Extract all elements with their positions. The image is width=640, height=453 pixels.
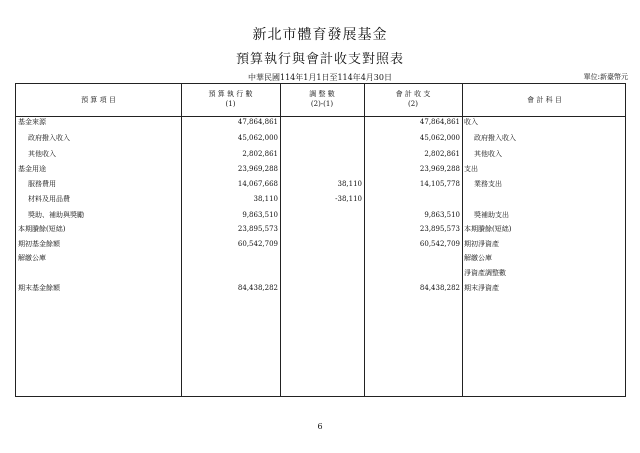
row-acct: 47,864,861 <box>419 118 460 126</box>
row-item: 期末基金餘額 <box>18 284 60 292</box>
row-acct: 45,062,000 <box>419 134 460 142</box>
row-adjust: -38,110 <box>335 195 362 203</box>
row-item: 其他收入 <box>28 150 56 158</box>
header-budget-no: (1) <box>225 100 236 108</box>
row-item: 政府撥入收入 <box>28 134 70 142</box>
page-number: 6 <box>317 422 323 431</box>
row-acct-item: 業務支出 <box>474 180 502 188</box>
header-accounting: 會 計 收 支 <box>395 90 431 98</box>
header-adjust: 調 整 數 <box>309 90 335 98</box>
row-acct: 60,542,709 <box>419 240 460 248</box>
row-acct: 14,105,778 <box>419 180 460 188</box>
row-acct-item: 獎補助支出 <box>474 211 509 219</box>
row-item: 解繳公庫 <box>18 254 46 262</box>
column-divider <box>280 84 281 396</box>
row-budget: 9,863,510 <box>242 211 278 219</box>
header-adjust-no: (2)-(1) <box>310 100 334 108</box>
row-budget: 38,110 <box>253 195 278 203</box>
row-acct: 9,863,510 <box>424 211 460 219</box>
row-budget: 45,062,000 <box>237 134 278 142</box>
row-budget: 60,542,709 <box>237 240 278 248</box>
row-acct: 84,438,282 <box>419 284 460 292</box>
row-acct-item: 收入 <box>464 118 478 126</box>
row-budget: 84,438,282 <box>237 284 278 292</box>
row-acct-item: 本期賸餘(短絀) <box>464 225 512 233</box>
row-acct: 23,895,573 <box>419 225 460 233</box>
report-subtitle: 預算執行與會計收支對照表 <box>235 52 404 67</box>
row-acct-item: 解繳公庫 <box>464 254 492 262</box>
row-budget: 2,802,861 <box>242 150 278 158</box>
currency-unit: 單位:新臺幣元 <box>583 73 628 81</box>
row-budget: 23,895,573 <box>237 225 278 233</box>
row-item: 基金用途 <box>18 165 46 173</box>
budget-accounting-table <box>15 83 626 397</box>
header-divider <box>16 116 625 117</box>
page-title: 新北市體育發展基金 <box>252 27 388 43</box>
row-item: 獎助、補助與獎勵 <box>28 211 84 219</box>
row-adjust: 38,110 <box>337 180 362 188</box>
row-acct: 2,802,861 <box>424 150 460 158</box>
report-period: 中華民國114年1月1日至114年4月30日 <box>248 73 392 82</box>
column-divider <box>462 84 463 396</box>
row-item: 基金來源 <box>18 118 46 126</box>
row-acct-item: 期末淨資產 <box>464 284 499 292</box>
row-acct-item: 淨資產調整數 <box>464 269 506 277</box>
header-accounting-no: (2) <box>408 100 418 108</box>
row-acct-item: 期初淨資產 <box>464 240 499 248</box>
row-budget: 47,864,861 <box>237 118 278 126</box>
row-budget: 14,067,668 <box>237 180 278 188</box>
row-item: 本期賸餘(短絀) <box>18 225 66 233</box>
row-acct-item: 政府撥入收入 <box>474 134 516 142</box>
header-acct-item: 會 計 科 目 <box>527 96 562 104</box>
row-item: 服務費用 <box>28 180 56 188</box>
header-budget: 預 算 執 行 數 <box>208 90 253 98</box>
row-acct-item: 其他收入 <box>474 150 502 158</box>
row-item: 材料及用品費 <box>28 195 70 203</box>
row-acct-item: 支出 <box>464 165 478 173</box>
row-acct: 23,969,288 <box>419 165 460 173</box>
row-item: 期初基金餘額 <box>18 240 60 248</box>
row-budget: 23,969,288 <box>237 165 278 173</box>
header-item: 預 算 項 目 <box>81 96 116 104</box>
